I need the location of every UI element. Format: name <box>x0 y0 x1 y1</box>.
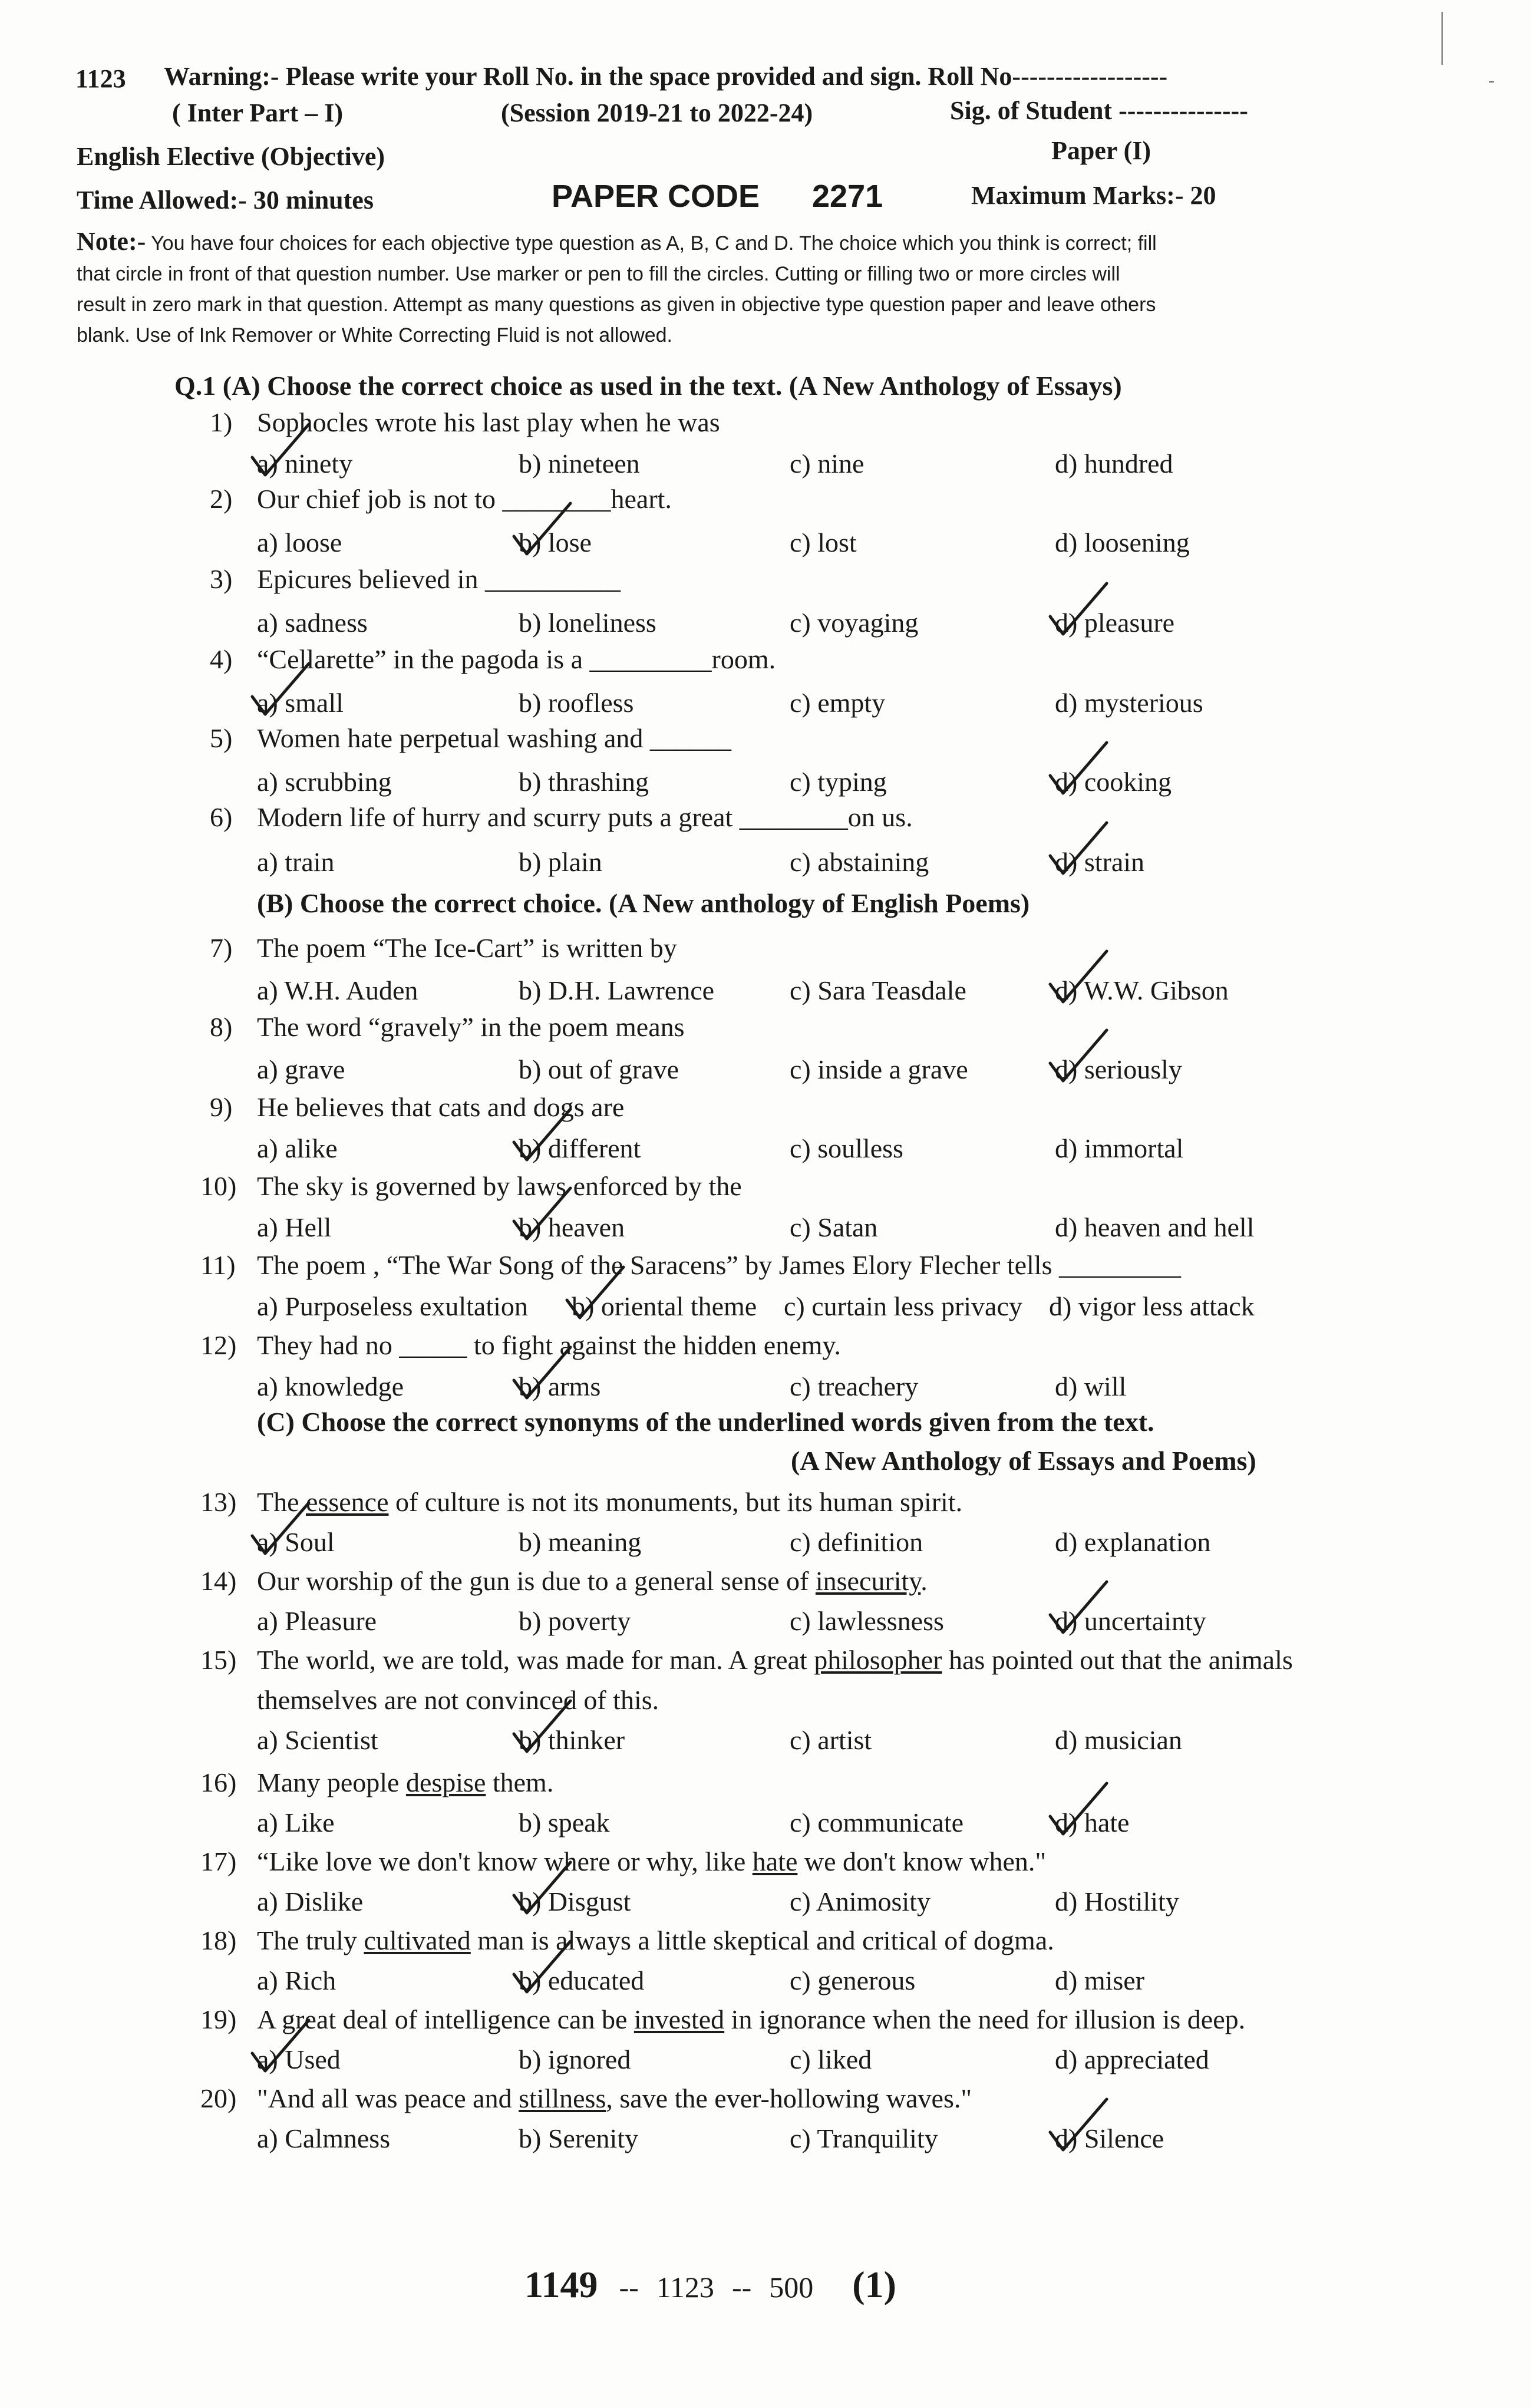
note-block <box>77 226 1355 351</box>
stem-text: The <box>257 1487 306 1517</box>
page-number: (1) <box>852 2264 896 2305</box>
question-stem <box>257 1767 553 1798</box>
time-allowed: Time Allowed:- 30 minutes <box>77 186 374 215</box>
option-d[interactable]: d) will <box>1055 1371 1127 1401</box>
option-c[interactable]: c) Animosity <box>790 1886 931 1916</box>
option-a[interactable]: a) Rich <box>257 1965 336 1995</box>
stem-text: . <box>920 1566 928 1596</box>
edge-dash: - <box>1489 71 1494 90</box>
stem-text: A great deal of intelligence can be <box>257 2004 634 2034</box>
option-c[interactable]: c) Tranquility <box>790 2123 938 2153</box>
option-d[interactable]: d) heaven and hell <box>1055 1212 1255 1242</box>
question-number: 11) <box>200 1250 236 1280</box>
underlined-word: stillness <box>519 2083 606 2113</box>
note-line: You have four choices for each objective type question as A, B, C and D. The choice which you think is correct; fill <box>151 232 1157 255</box>
option-a[interactable]: a) Used <box>257 2044 341 2074</box>
option-b[interactable]: b) heaven <box>519 1212 625 1242</box>
question-stem: They had no _____ to fight against the hidden enemy. <box>257 1330 841 1360</box>
footer-separator: -- <box>619 2271 639 2304</box>
option-d[interactable]: d) Silence <box>1055 2123 1164 2153</box>
option-d[interactable]: d) hate <box>1055 1807 1130 1838</box>
question-stem: Epicures believed in __________ <box>257 564 621 594</box>
option-b[interactable]: b) thrashing <box>519 767 649 797</box>
max-marks: Maximum Marks:- 20 <box>971 181 1216 210</box>
option-c[interactable]: c) curtain less privacy <box>784 1291 1022 1321</box>
question-stem <box>257 1565 928 1596</box>
option-c[interactable]: c) inside a grave <box>790 1054 968 1084</box>
option-d[interactable]: d) loosening <box>1055 527 1190 558</box>
stem-text: man is always a little skeptical and critical of dogma. <box>470 1925 1054 1955</box>
note-label: Note:- <box>77 227 146 256</box>
option-c[interactable]: c) typing <box>790 767 887 797</box>
stem-text: Many people <box>257 1767 406 1797</box>
option-c[interactable]: c) soulless <box>790 1133 903 1163</box>
option-b[interactable]: b) thinker <box>519 1725 625 1755</box>
option-c[interactable]: c) abstaining <box>790 847 929 877</box>
option-a[interactable]: a) Dislike <box>257 1886 364 1916</box>
option-a[interactable]: a) Soul <box>257 1527 335 1557</box>
question-number: 8) <box>210 1012 233 1042</box>
stem-text: "And all was peace and <box>257 2083 519 2113</box>
section-b-heading: (B) Choose the correct choice. (A New anthology of English Poems) <box>257 888 1030 918</box>
edge-mark <box>1441 12 1443 65</box>
question-stem: He believes that cats and dogs are <box>257 1092 625 1122</box>
option-a[interactable]: a) alike <box>257 1133 338 1163</box>
question-stem: Our chief job is not to ________heart. <box>257 484 672 514</box>
part-label: ( Inter Part – I) <box>172 98 343 127</box>
option-b[interactable]: b) plain <box>519 847 602 877</box>
stem-text: The world, we are told, was made for man. A great <box>257 1645 814 1675</box>
option-b[interactable]: b) different <box>519 1133 641 1163</box>
option-d[interactable]: d) pleasure <box>1055 608 1175 638</box>
option-a[interactable]: a) knowledge <box>257 1371 404 1401</box>
stem-text: Our worship of the gun is due to a general sense of <box>257 1566 816 1596</box>
question-stem-continued: themselves are not convinced of this. <box>257 1685 659 1715</box>
option-a[interactable]: a) Calmness <box>257 2123 391 2153</box>
option-a[interactable]: a) grave <box>257 1054 345 1084</box>
footer-codes <box>524 2263 896 2307</box>
option-c[interactable]: c) voyaging <box>790 608 919 638</box>
underlined-word: hate <box>752 1846 798 1876</box>
option-b[interactable]: b) roofless <box>519 688 634 718</box>
question-number: 19) <box>200 2004 237 2034</box>
question-stem: The word “gravely” in the poem means <box>257 1012 685 1042</box>
footer-right-code: 500 <box>769 2271 814 2304</box>
option-c[interactable]: c) treachery <box>790 1371 919 1401</box>
question-stem: The poem , “The War Song of the Saracens” by James Elory Flecher tells _________ <box>257 1250 1181 1280</box>
stem-text: we don't know when." <box>797 1846 1047 1876</box>
option-c[interactable]: c) empty <box>790 688 886 718</box>
option-c[interactable]: c) Satan <box>790 1212 878 1242</box>
section-a-heading: Q.1 (A) Choose the correct choice as used in the text. (A New Anthology of Essays) <box>174 371 1122 401</box>
option-c[interactable]: c) definition <box>790 1527 923 1557</box>
option-a[interactable]: a) Like <box>257 1807 335 1838</box>
option-b[interactable]: b) Disgust <box>519 1886 631 1916</box>
question-stem <box>257 1486 962 1518</box>
option-c[interactable]: c) liked <box>790 2044 872 2074</box>
footer-mid-code: 1123 <box>656 2271 714 2304</box>
question-number: 3) <box>210 564 233 594</box>
option-d[interactable]: d) seriously <box>1055 1054 1182 1084</box>
option-b[interactable]: b) out of grave <box>519 1054 679 1084</box>
question-stem: Sophocles wrote his last play when he was <box>257 407 720 437</box>
underlined-word: despise <box>405 1767 486 1797</box>
subject-label: English Elective (Objective) <box>77 142 385 171</box>
option-a[interactable]: a) small <box>257 688 344 718</box>
option-b[interactable]: b) speak <box>519 1807 610 1838</box>
note-line: that circle in front of that question number. Use marker or pen to fill the circles. Cutting or filling two or more circles will <box>77 263 1120 285</box>
section-c-subheading: (A New Anthology of Essays and Poems) <box>791 1446 1256 1476</box>
option-c[interactable]: c) nine <box>790 448 865 479</box>
stem-text: of culture is not its monuments, but its human spirit. <box>388 1487 963 1517</box>
option-d[interactable]: d) uncertainty <box>1055 1606 1206 1636</box>
option-d[interactable]: d) mysterious <box>1055 688 1203 718</box>
option-b[interactable]: b) loneliness <box>519 608 656 638</box>
question-stem <box>257 1925 1054 1956</box>
underlined-word: philosopher <box>814 1645 942 1675</box>
paper-number: 1123 <box>75 64 126 93</box>
question-number: 1) <box>210 407 233 437</box>
option-a[interactable]: a) train <box>257 847 335 877</box>
question-number: 18) <box>200 1925 237 1955</box>
option-a[interactable]: a) Hell <box>257 1212 332 1242</box>
paper-label: Paper (I) <box>1051 136 1151 165</box>
option-c[interactable]: c) artist <box>790 1725 872 1755</box>
question-number: 10) <box>200 1171 237 1201</box>
question-number: 16) <box>200 1767 237 1797</box>
stem-text: The truly <box>257 1925 364 1955</box>
warning-text: Warning:- Please write your Roll No. in the space provided and sign. Roll No------------------ <box>164 62 1168 91</box>
option-c[interactable]: c) lost <box>790 527 857 558</box>
underlined-word: essence <box>306 1487 389 1517</box>
option-d[interactable]: d) appreciated <box>1055 2044 1209 2074</box>
option-a[interactable]: a) Pleasure <box>257 1606 377 1636</box>
option-c[interactable]: c) lawlessness <box>790 1606 944 1636</box>
option-d[interactable]: d) Hostility <box>1055 1886 1179 1916</box>
question-number: 4) <box>210 644 233 674</box>
option-a[interactable]: a) scrubbing <box>257 767 392 797</box>
option-c[interactable]: c) generous <box>790 1965 916 1995</box>
question-stem: “Cellarette” in the pagoda is a _________room. <box>257 644 776 674</box>
option-b[interactable]: b) lose <box>519 527 592 558</box>
underlined-word: invested <box>633 2004 725 2034</box>
option-d[interactable]: d) W.W. Gibson <box>1055 975 1229 1005</box>
option-d[interactable]: d) immortal <box>1055 1133 1184 1163</box>
question-number: 12) <box>200 1330 237 1360</box>
question-stem <box>257 2083 972 2114</box>
option-c[interactable]: c) communicate <box>790 1807 964 1838</box>
option-b[interactable]: b) arms <box>519 1371 601 1401</box>
question-stem <box>257 1846 1046 1877</box>
question-stem: Women hate perpetual washing and ______ <box>257 723 731 753</box>
option-d[interactable]: d) musician <box>1055 1725 1182 1755</box>
question-stem: The poem “The Ice-Cart” is written by <box>257 933 677 963</box>
option-d[interactable]: d) explanation <box>1055 1527 1211 1557</box>
option-a[interactable]: a) Scientist <box>257 1725 378 1755</box>
question-number: 7) <box>210 933 233 963</box>
footer-separator: -- <box>731 2271 752 2304</box>
question-number: 14) <box>200 1566 237 1596</box>
option-a[interactable]: a) W.H. Auden <box>257 975 418 1005</box>
stem-text: them. <box>486 1767 554 1797</box>
stem-text: , save the ever-hollowing waves." <box>606 2083 972 2113</box>
option-d[interactable]: d) cooking <box>1055 767 1172 797</box>
underlined-word: cultivated <box>364 1925 471 1955</box>
option-d[interactable]: d) miser <box>1055 1965 1145 1995</box>
question-number: 5) <box>210 723 233 753</box>
section-c-heading: (C) Choose the correct synonyms of the underlined words given from the text. <box>257 1407 1154 1437</box>
signature-line: Sig. of Student --------------- <box>950 96 1248 125</box>
stem-text: has pointed out that the animals <box>942 1645 1293 1675</box>
option-a[interactable]: a) ninety <box>257 448 353 479</box>
option-d[interactable]: d) vigor less attack <box>1049 1291 1255 1321</box>
question-number: 15) <box>200 1645 237 1675</box>
note-line: result in zero mark in that question. Attempt as many questions as given in objective type question paper and leave others <box>77 293 1156 316</box>
option-b[interactable]: b) oriental theme <box>572 1291 757 1321</box>
option-d[interactable]: d) strain <box>1055 847 1145 877</box>
question-number: 2) <box>210 484 233 514</box>
stem-text: “Like love we don't know where or why, like <box>257 1846 753 1876</box>
option-a[interactable]: a) sadness <box>257 608 368 638</box>
note-line: blank. Use of Ink Remover or White Correcting Fluid is not allowed. <box>77 324 672 347</box>
question-number: 20) <box>200 2083 237 2113</box>
option-a[interactable]: a) loose <box>257 527 342 558</box>
option-b[interactable]: b) educated <box>519 1965 645 1995</box>
option-b[interactable]: b) Serenity <box>519 2123 639 2153</box>
option-b[interactable]: b) nineteen <box>519 448 640 479</box>
question-stem <box>257 1644 1293 1675</box>
paper-code: 2271 <box>812 179 883 214</box>
session-label: (Session 2019-21 to 2022-24) <box>501 98 813 127</box>
question-number: 9) <box>210 1092 233 1122</box>
question-stem: Modern life of hurry and scurry puts a great ________on us. <box>257 802 913 832</box>
option-b[interactable]: b) meaning <box>519 1527 642 1557</box>
stem-text: in ignorance when the need for illusion is deep. <box>724 2004 1246 2034</box>
option-c[interactable]: c) Sara Teasdale <box>790 975 966 1005</box>
option-a[interactable]: a) Purposeless exultation <box>257 1291 528 1321</box>
question-number: 13) <box>200 1487 237 1517</box>
question-stem <box>257 2004 1245 2035</box>
option-b[interactable]: b) poverty <box>519 1606 631 1636</box>
question-number: 17) <box>200 1846 237 1876</box>
footer-left-code: 1149 <box>524 2264 598 2305</box>
option-b[interactable]: b) ignored <box>519 2044 631 2074</box>
option-d[interactable]: d) hundred <box>1055 448 1173 479</box>
question-stem: The sky is governed by laws enforced by the <box>257 1171 742 1201</box>
underlined-word: insecurity <box>815 1566 921 1596</box>
question-number: 6) <box>210 802 233 832</box>
paper-code-label: PAPER CODE <box>552 179 760 214</box>
option-b[interactable]: b) D.H. Lawrence <box>519 975 715 1005</box>
